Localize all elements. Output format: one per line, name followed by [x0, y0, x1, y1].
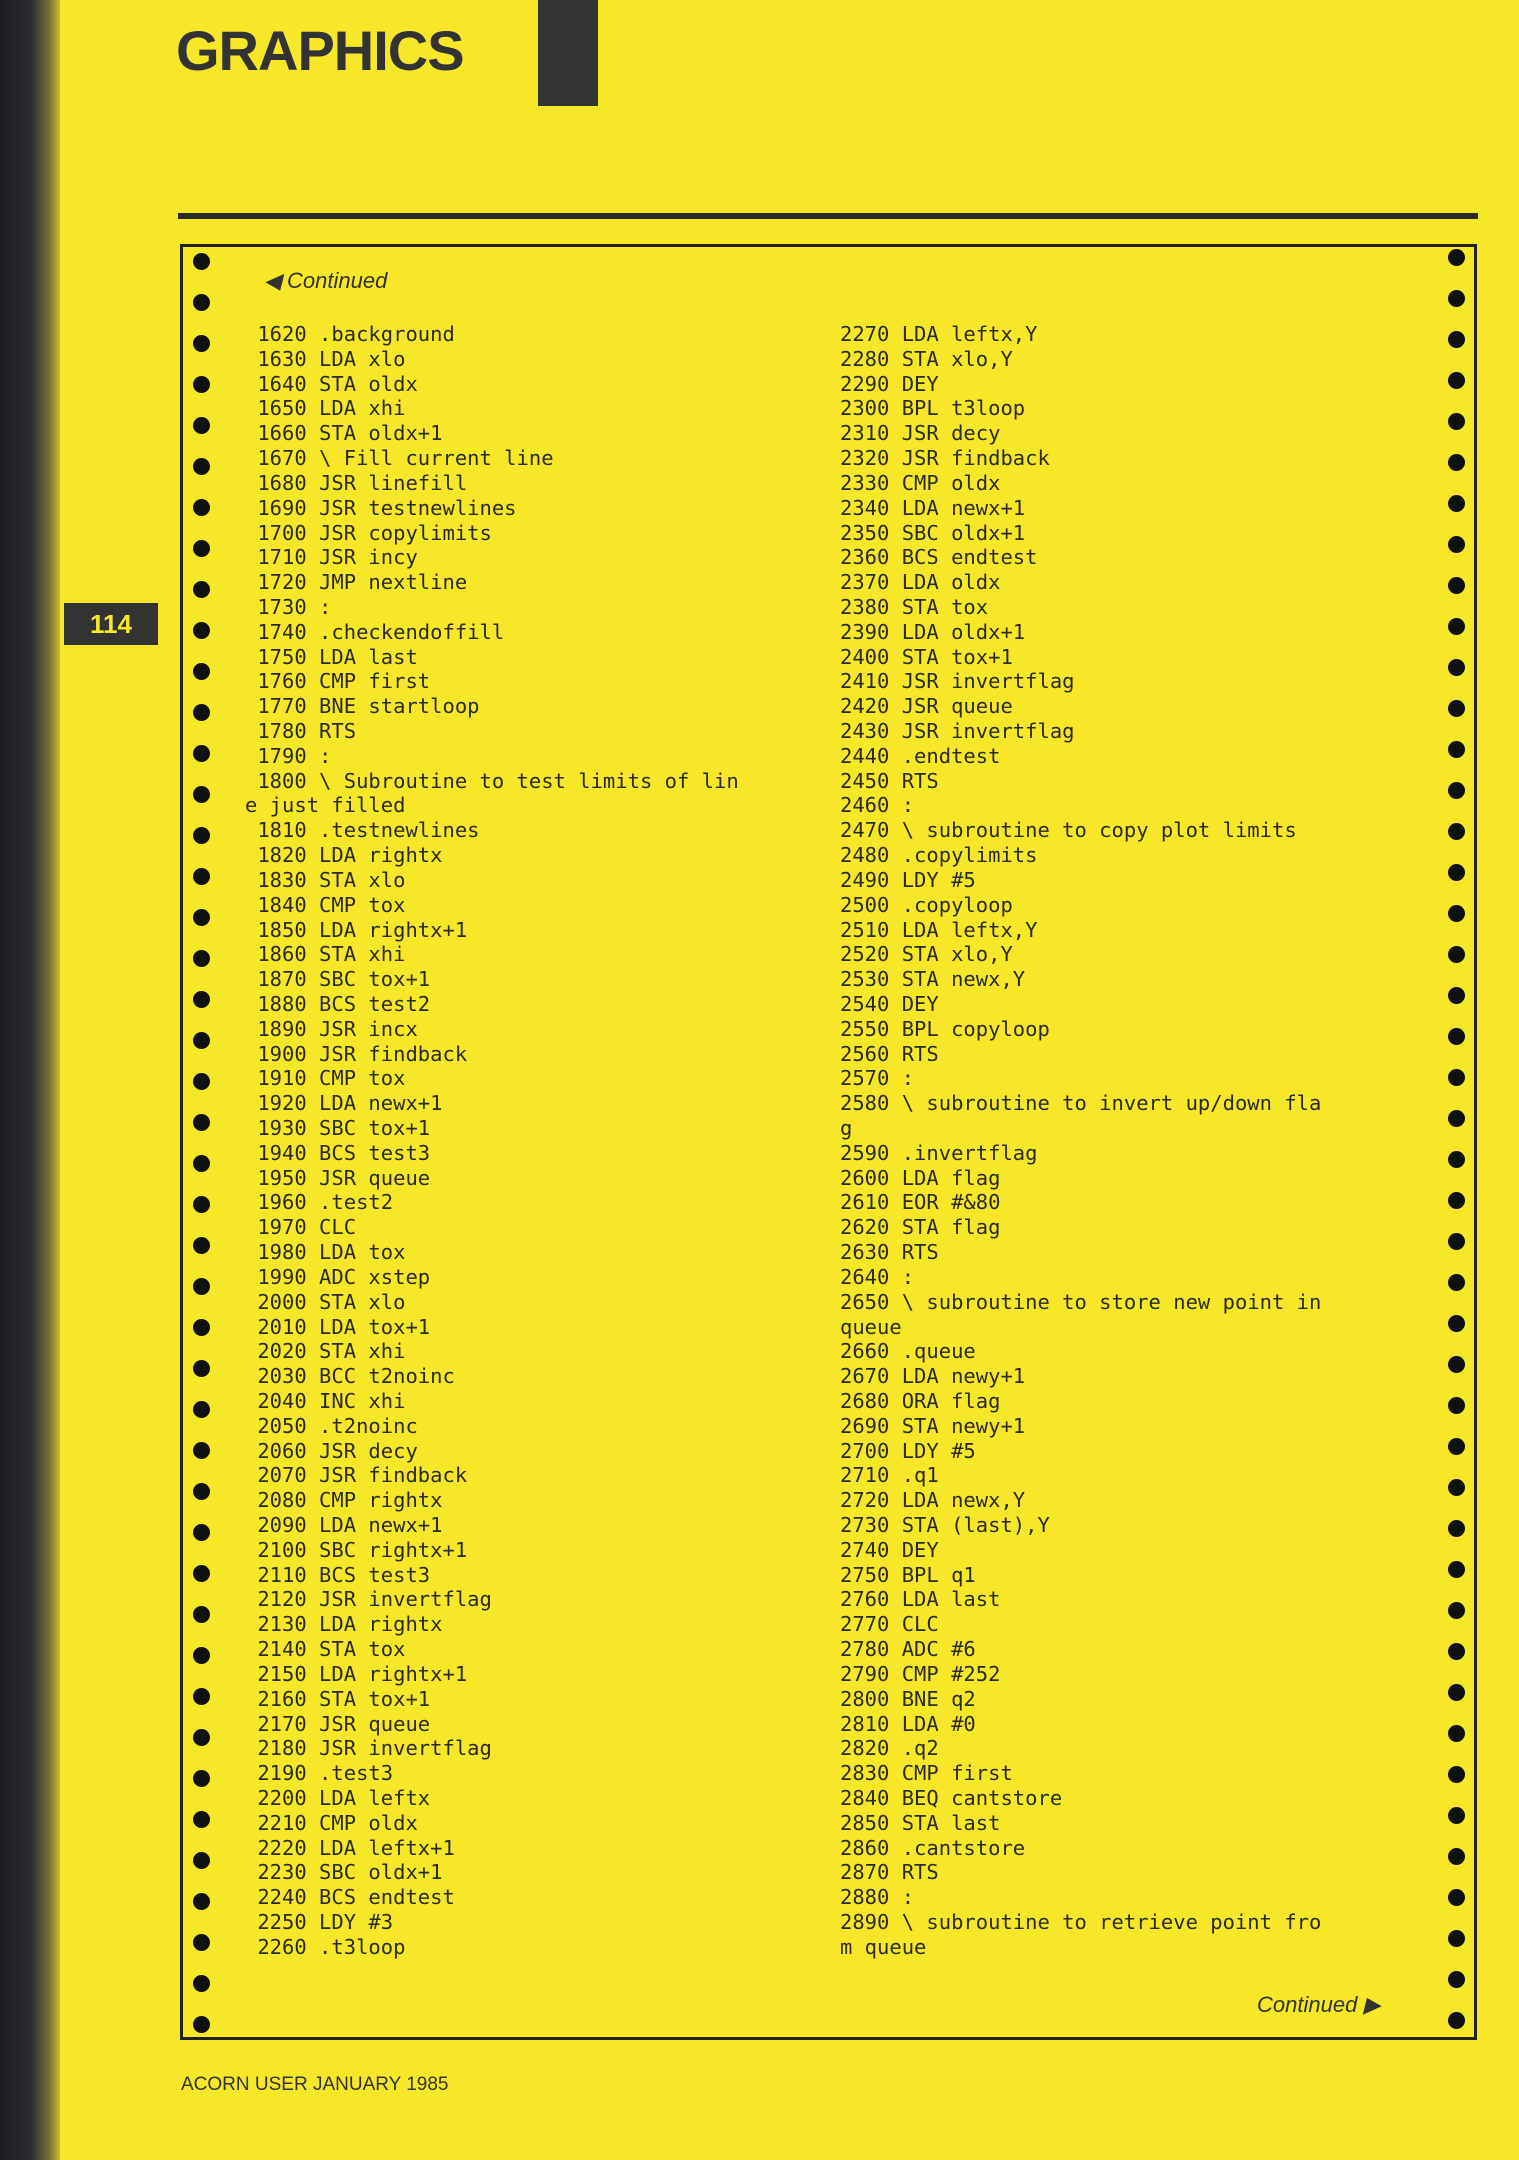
tractor-hole	[1448, 577, 1465, 594]
header-decoration	[538, 0, 598, 106]
tractor-hole	[1448, 249, 1465, 266]
code-line: 2390 LDA oldx+1	[840, 619, 1026, 644]
code-line: 2720 LDA newx,Y	[840, 1488, 1026, 1513]
code-line: 2340 LDA newx+1	[840, 495, 1026, 520]
code-line: 2410 JSR invertflag	[840, 669, 1075, 694]
code-line: 2070 JSR findback	[245, 1463, 468, 1488]
tractor-hole	[193, 1934, 210, 1951]
tractor-hole	[193, 2016, 210, 2033]
code-line: 2330 CMP oldx	[840, 470, 1001, 495]
tractor-hole	[193, 1114, 210, 1131]
code-line: 1650 LDA xhi	[245, 396, 406, 421]
code-line: 2010 LDA tox+1	[245, 1314, 431, 1339]
code-line: 2460 :	[840, 793, 915, 818]
tractor-hole	[193, 1606, 210, 1623]
code-line: 2860 .cantstore	[840, 1835, 1026, 1860]
code-line: 2870 RTS	[840, 1860, 939, 1885]
code-line: 2290 DEY	[840, 371, 939, 396]
tractor-hole	[193, 1360, 210, 1377]
tractor-hole	[1448, 1766, 1465, 1783]
tractor-hole	[1448, 1889, 1465, 1906]
code-line: 2680 ORA flag	[840, 1388, 1001, 1413]
code-line: 1710 JSR incy	[245, 545, 418, 570]
code-line: 2650 \ subroutine to store new point in	[840, 1289, 1322, 1314]
tractor-hole	[1448, 1479, 1465, 1496]
code-line: 2050 .t2noinc	[245, 1413, 418, 1438]
tractor-hole	[193, 1073, 210, 1090]
tractor-hole	[1448, 1520, 1465, 1537]
code-line: 2770 CLC	[840, 1612, 939, 1637]
tractor-hole	[193, 991, 210, 1008]
code-line: 1830 STA xlo	[245, 867, 406, 892]
header-rule	[178, 213, 1478, 219]
tractor-hole	[193, 909, 210, 926]
tractor-hole	[1448, 1438, 1465, 1455]
code-line: 2620 STA flag	[840, 1215, 1001, 1240]
code-line: 2840 BEQ cantstore	[840, 1785, 1063, 1810]
code-line: 2740 DEY	[840, 1537, 939, 1562]
code-line: 2060 JSR decy	[245, 1438, 418, 1463]
tractor-hole	[1448, 2012, 1465, 2029]
code-line: 1720 JMP nextline	[245, 570, 468, 595]
tractor-hole	[193, 1278, 210, 1295]
tractor-hole	[193, 745, 210, 762]
tractor-hole	[193, 1770, 210, 1787]
code-line: 2030 BCC t2noinc	[245, 1364, 455, 1389]
tractor-hole	[1448, 1971, 1465, 1988]
tractor-hole	[193, 663, 210, 680]
code-line: g	[840, 1116, 853, 1140]
tractor-hole	[193, 1401, 210, 1418]
code-line: 2480 .copylimits	[840, 843, 1038, 868]
code-line: 2320 JSR findback	[840, 446, 1050, 471]
code-line: 1950 JSR queue	[245, 1165, 431, 1190]
tractor-hole	[193, 1442, 210, 1459]
tractor-hole	[193, 622, 210, 639]
tractor-hole	[193, 458, 210, 475]
code-line: 2160 STA tox+1	[245, 1686, 431, 1711]
code-line: 2710 .q1	[840, 1463, 939, 1488]
code-line: 2080 CMP rightx	[245, 1488, 443, 1513]
code-line: e just filled	[245, 793, 406, 818]
code-line: 2670 LDA newy+1	[840, 1364, 1026, 1389]
code-line: 1640 STA oldx	[245, 371, 418, 396]
tractor-hole	[193, 540, 210, 557]
continued-to-label: Continued ▶	[1257, 1992, 1381, 2017]
tractor-hole	[1448, 495, 1465, 512]
code-line: 2780 ADC #6	[840, 1637, 976, 1662]
code-line: 1730 :	[245, 594, 332, 619]
tractor-hole	[1448, 1028, 1465, 1045]
code-line: 2500 .copyloop	[840, 892, 1013, 917]
tractor-hole	[193, 1893, 210, 1910]
code-line: 2350 SBC oldx+1	[840, 520, 1026, 545]
code-line: 2020 STA xhi	[245, 1339, 406, 1364]
code-line: 2550 BPL copyloop	[840, 1016, 1050, 1041]
code-line: 2110 BCS test3	[245, 1562, 431, 1587]
tractor-hole	[1448, 331, 1465, 348]
code-line: 2130 LDA rightx	[245, 1612, 443, 1637]
code-line: 2490 LDY #5	[840, 867, 976, 892]
code-line: 1880 BCS test2	[245, 991, 431, 1016]
code-line: 2250 LDY #3	[245, 1910, 394, 1934]
code-line: 2180 JSR invertflag	[245, 1736, 492, 1761]
code-line: 2610 EOR #&80	[840, 1190, 1001, 1215]
code-line: 2850 STA last	[840, 1810, 1001, 1835]
tractor-hole	[193, 1688, 210, 1705]
listing-column-left	[245, 322, 739, 1960]
code-line: 2890 \ subroutine to retrieve point fro	[840, 1910, 1322, 1934]
tractor-hole	[193, 376, 210, 393]
code-line: 2560 RTS	[840, 1041, 939, 1066]
continued-from-label: ◀ Continued	[264, 268, 388, 293]
code-line: 1970 CLC	[245, 1215, 357, 1240]
code-line: 1660 STA oldx+1	[245, 421, 443, 446]
tractor-hole	[193, 253, 210, 270]
tractor-hole	[193, 950, 210, 967]
code-line: 1940 BCS test3	[245, 1140, 431, 1165]
code-line: 2200 LDA leftx	[245, 1785, 431, 1810]
code-line: 2590 .invertflag	[840, 1140, 1038, 1165]
tractor-hole	[1448, 741, 1465, 758]
code-line: 2660 .queue	[840, 1339, 976, 1364]
code-line: 1890 JSR incx	[245, 1016, 418, 1041]
tractor-hole	[1448, 1807, 1465, 1824]
code-line: 2730 STA (last),Y	[840, 1513, 1050, 1537]
listing-column-right	[840, 322, 1321, 1960]
tractor-hole	[1448, 823, 1465, 840]
tractor-hole	[193, 786, 210, 803]
code-line: 2090 LDA newx+1	[245, 1513, 443, 1537]
code-line: 1780 RTS	[245, 719, 357, 743]
code-line: 2700 LDY #5	[840, 1438, 976, 1463]
tractor-hole	[1448, 1315, 1465, 1332]
code-line: 2880 :	[840, 1885, 915, 1910]
code-line: 1750 LDA last	[245, 644, 418, 669]
code-line: 2300 BPL t3loop	[840, 396, 1026, 421]
code-line: 2190 .test3	[245, 1761, 394, 1786]
code-line: 2430 JSR invertflag	[840, 719, 1075, 743]
code-line: 2820 .q2	[840, 1736, 939, 1761]
tractor-hole	[1448, 290, 1465, 307]
tractor-hole	[1448, 782, 1465, 799]
tractor-hole	[1448, 1356, 1465, 1373]
code-line: 2510 LDA leftx,Y	[840, 917, 1038, 942]
tractor-hole	[193, 1811, 210, 1828]
tractor-hole	[1448, 1192, 1465, 1209]
code-line: 1740 .checkendoffill	[245, 619, 505, 644]
tractor-hole	[1448, 1602, 1465, 1619]
tractor-hole	[1448, 905, 1465, 922]
code-line: 2830 CMP first	[840, 1761, 1013, 1786]
code-line: 2570 :	[840, 1066, 915, 1091]
code-line: 2240 BCS endtest	[245, 1885, 455, 1910]
tractor-hole	[193, 294, 210, 311]
code-line: 1870 SBC tox+1	[245, 967, 431, 992]
tractor-hole	[1448, 987, 1465, 1004]
code-line: 2310 JSR decy	[840, 421, 1001, 446]
code-line: 1760 CMP first	[245, 669, 431, 694]
tractor-hole	[193, 1237, 210, 1254]
tractor-hole	[1448, 1069, 1465, 1086]
code-line: 2690 STA newy+1	[840, 1413, 1026, 1438]
code-line: 1620 .background	[245, 322, 455, 346]
code-line: 2270 LDA leftx,Y	[840, 322, 1038, 346]
tractor-hole	[1448, 1725, 1465, 1742]
tractor-hole	[193, 827, 210, 844]
code-line: 1820 LDA rightx	[245, 843, 443, 868]
code-line: 2810 LDA #0	[840, 1711, 976, 1736]
tractor-hole	[1448, 1110, 1465, 1127]
code-line: 2520 STA xlo,Y	[840, 942, 1013, 967]
code-line: 1900 JSR findback	[245, 1041, 468, 1066]
code-line: 2750 BPL q1	[840, 1562, 976, 1587]
code-line: 2220 LDA leftx+1	[245, 1835, 455, 1860]
tractor-hole	[1448, 536, 1465, 553]
tractor-hole	[193, 1647, 210, 1664]
tractor-hole	[193, 1852, 210, 1869]
tractor-hole	[193, 417, 210, 434]
code-line: 2380 STA tox	[840, 594, 989, 619]
code-line: 2450 RTS	[840, 768, 939, 793]
code-line: 2100 SBC rightx+1	[245, 1537, 468, 1562]
code-line: 1690 JSR testnewlines	[245, 495, 517, 520]
code-line: 1800 \ Subroutine to test limits of lin	[245, 768, 739, 793]
code-line: 2040 INC xhi	[245, 1388, 406, 1413]
code-line: 1840 CMP tox	[245, 892, 406, 917]
tractor-hole	[1448, 1233, 1465, 1250]
tractor-hole	[1448, 659, 1465, 676]
tractor-hole	[1448, 372, 1465, 389]
tractor-hole	[1448, 1397, 1465, 1414]
tractor-hole	[193, 1524, 210, 1541]
code-line: 1960 .test2	[245, 1190, 394, 1215]
tractor-hole	[193, 1196, 210, 1213]
code-line: 2580 \ subroutine to invert up/down fla	[840, 1091, 1322, 1116]
code-line: 2360 BCS endtest	[840, 545, 1038, 570]
tractor-hole	[193, 1729, 210, 1746]
tractor-hole	[193, 1155, 210, 1172]
tractor-hole	[1448, 1561, 1465, 1578]
code-line: 2640 :	[840, 1264, 915, 1289]
page-number-tab: 114	[64, 603, 158, 645]
code-line: 1930 SBC tox+1	[245, 1116, 431, 1140]
code-line: 2400 STA tox+1	[840, 644, 1013, 669]
code-line: 2760 LDA last	[840, 1587, 1001, 1612]
tractor-hole	[193, 1032, 210, 1049]
code-line: 2260 .t3loop	[245, 1934, 406, 1959]
code-line: 2120 JSR invertflag	[245, 1587, 492, 1612]
code-line: 1920 LDA newx+1	[245, 1091, 443, 1116]
code-line: 2470 \ subroutine to copy plot limits	[840, 818, 1297, 843]
tractor-hole	[1448, 454, 1465, 471]
code-line: 2420 JSR queue	[840, 694, 1013, 719]
code-line: 1790 :	[245, 743, 332, 768]
code-line: 2600 LDA flag	[840, 1165, 1001, 1190]
code-line: 2230 SBC oldx+1	[245, 1860, 443, 1885]
code-line: 2530 STA newx,Y	[840, 967, 1026, 992]
tractor-hole	[1448, 1274, 1465, 1291]
tractor-hole	[193, 1483, 210, 1500]
code-line: 2140 STA tox	[245, 1637, 406, 1662]
code-line: 2440 .endtest	[840, 743, 1001, 768]
tractor-hole	[1448, 413, 1465, 430]
code-line: 1980 LDA tox	[245, 1240, 406, 1265]
code-line: 2210 CMP oldx	[245, 1810, 418, 1835]
code-line: 1770 BNE startloop	[245, 694, 480, 719]
code-line: 1860 STA xhi	[245, 942, 406, 967]
code-line: 1700 JSR copylimits	[245, 520, 492, 545]
tractor-hole	[1448, 864, 1465, 881]
tractor-hole	[1448, 1684, 1465, 1701]
tractor-hole	[193, 1975, 210, 1992]
code-line: queue	[840, 1314, 902, 1339]
tractor-holes-left	[193, 247, 213, 2037]
code-line: 2800 BNE q2	[840, 1686, 976, 1711]
code-line: 1670 \ Fill current line	[245, 446, 554, 471]
code-line: 2170 JSR queue	[245, 1711, 431, 1736]
code-line: 2540 DEY	[840, 991, 939, 1016]
code-line: 2370 LDA oldx	[840, 570, 1001, 595]
tractor-hole	[193, 704, 210, 721]
code-line: 2150 LDA rightx+1	[245, 1661, 468, 1686]
code-line: 1850 LDA rightx+1	[245, 917, 468, 942]
footer-issue-line: ACORN USER JANUARY 1985	[181, 2074, 449, 2095]
tractor-hole	[1448, 1151, 1465, 1168]
code-line: 1680 JSR linefill	[245, 470, 468, 495]
code-line: 2790 CMP #252	[840, 1661, 1001, 1686]
section-title: GRAPHICS	[176, 19, 464, 82]
tractor-hole	[1448, 946, 1465, 963]
code-line: 2000 STA xlo	[245, 1289, 406, 1314]
tractor-hole	[193, 1319, 210, 1336]
tractor-hole	[193, 581, 210, 598]
tractor-hole	[1448, 618, 1465, 635]
code-line: 1990 ADC xstep	[245, 1264, 431, 1289]
tractor-hole	[1448, 1643, 1465, 1660]
binding-spine	[0, 0, 60, 2160]
code-line: 2630 RTS	[840, 1240, 939, 1265]
tractor-hole	[193, 499, 210, 516]
code-line: 1630 LDA xlo	[245, 346, 406, 371]
tractor-hole	[193, 868, 210, 885]
tractor-hole	[1448, 1930, 1465, 1947]
code-line: 1810 .testnewlines	[245, 818, 480, 843]
code-line: 1910 CMP tox	[245, 1066, 406, 1091]
code-line: m queue	[840, 1934, 927, 1959]
tractor-hole	[193, 335, 210, 352]
code-line: 2280 STA xlo,Y	[840, 346, 1013, 371]
tractor-hole	[193, 1565, 210, 1582]
tractor-hole	[1448, 700, 1465, 717]
tractor-hole	[1448, 1848, 1465, 1865]
tractor-holes-right	[1448, 247, 1468, 2037]
